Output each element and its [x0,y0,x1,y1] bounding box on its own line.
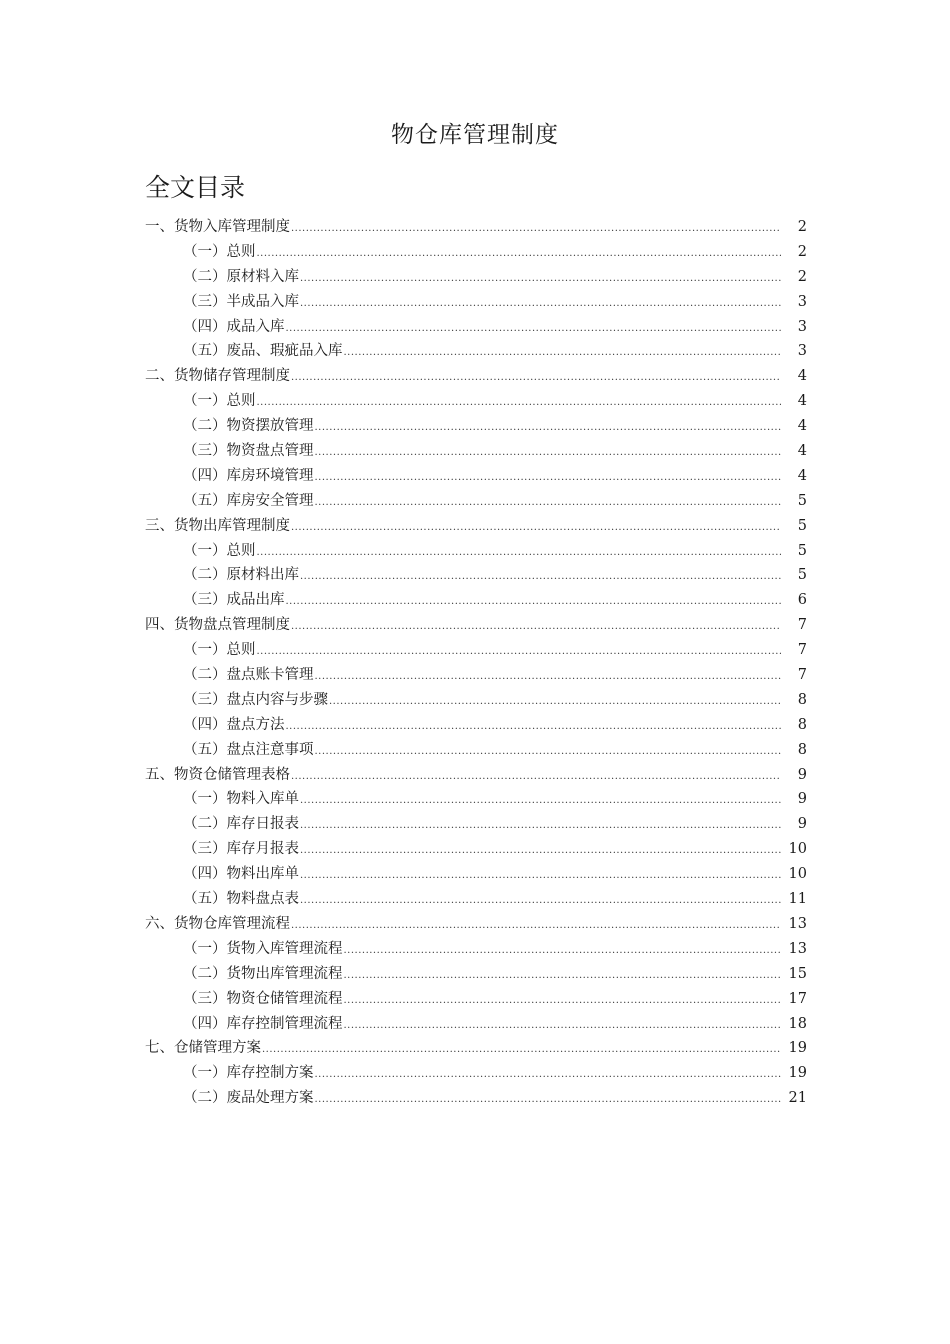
toc-subsection-entry[interactable] [145,862,807,887]
toc-subsection-entry[interactable] [145,837,807,862]
toc-subsection-entry[interactable] [145,464,807,489]
toc-dot-leader [315,1063,782,1088]
toc-entry-title: （一）总则 [183,642,256,659]
toc-subsection-entry[interactable] [145,240,807,265]
toc-dot-leader [291,914,781,939]
toc-subsection-entry[interactable] [145,265,807,290]
toc-entry-title: （一）总则 [183,243,256,260]
toc-entry-title: （四）库房环境管理 [183,467,314,484]
toc-dot-leader [286,317,782,342]
toc-entry-title: （二）物资摆放管理 [183,418,314,435]
toc-entry-title: （二）盘点账卡管理 [183,667,314,684]
toc-subsection-entry[interactable] [145,688,807,713]
toc-dot-leader [286,590,782,615]
toc-page-number: 13 [788,940,807,957]
toc-dot-leader [300,565,781,590]
toc-subsection-entry[interactable] [145,290,807,315]
toc-page-number: 21 [788,1090,807,1107]
toc-subsection-entry[interactable] [145,489,807,514]
toc-page-number: 9 [797,791,807,808]
toc-dot-leader [315,665,782,690]
toc-subsection-entry[interactable] [145,588,807,613]
toc-section-entry[interactable] [145,514,807,539]
toc-subsection-entry[interactable] [145,812,807,837]
toc-page-number: 13 [788,915,807,932]
toc-page-number: 9 [797,766,807,783]
toc-subsection-entry[interactable] [145,1086,807,1111]
toc-entry-title: 五、物资仓储管理表格 [145,766,290,783]
toc-page-number: 11 [788,891,807,908]
toc-entry-title: 一、货物入库管理制度 [145,219,290,235]
toc-page-number: 3 [797,318,807,335]
toc-dot-leader [300,814,781,839]
toc-page-number: 8 [797,691,807,708]
toc-dot-leader [257,242,782,267]
toc-dot-leader [315,441,782,466]
toc-page-number: 5 [797,492,807,509]
toc-dot-leader [315,740,782,765]
toc-page-number: 7 [797,667,807,684]
toc-page-number: 9 [797,816,807,833]
toc-page-number: 3 [797,293,807,310]
toc-subsection-entry[interactable] [145,539,807,564]
document-title: 物仓库管理制度 [391,122,559,148]
toc-subsection-entry[interactable] [145,937,807,962]
toc-dot-leader [262,1038,781,1063]
toc-dot-leader [257,391,782,416]
toc-heading: 全文目录 [145,173,246,202]
toc-entry-title: （三）物资盘点管理 [183,443,314,460]
toc-entry-title: 四、货物盘点管理制度 [145,617,290,634]
toc-entry-title: （二）废品处理方案 [183,1090,314,1107]
toc-section-entry[interactable] [145,763,807,788]
toc-dot-leader [291,516,781,541]
toc-entry-title: （四）成品入库 [183,318,285,335]
toc-dot-leader [315,1088,782,1113]
toc-subsection-entry[interactable] [145,389,807,414]
toc-entry-title: （一）总则 [183,393,256,410]
toc-entry-title: （五）物料盘点表 [183,891,299,908]
toc-subsection-entry[interactable] [145,339,807,364]
toc-page-number: 2 [797,219,807,235]
toc-dot-leader [291,765,781,790]
toc-subsection-entry[interactable] [145,1012,807,1037]
toc-page-number: 5 [797,517,807,534]
toc-subsection-entry[interactable] [145,638,807,663]
toc-subsection-entry[interactable] [145,713,807,738]
toc-dot-leader [286,715,782,740]
toc-dot-leader [291,366,781,391]
toc-dot-leader [257,640,782,665]
toc-entry-title: （四）盘点方法 [183,716,285,733]
table-of-contents [145,215,807,1111]
toc-section-entry[interactable] [145,215,807,240]
toc-page-number: 17 [788,990,807,1007]
toc-subsection-entry[interactable] [145,563,807,588]
toc-page-number: 8 [797,716,807,733]
toc-subsection-entry[interactable] [145,887,807,912]
toc-subsection-entry[interactable] [145,1061,807,1086]
toc-entry-title: （三）盘点内容与步骤 [183,691,328,708]
toc-entry-title: （一）库存控制方案 [183,1065,314,1082]
toc-entry-title: （二）原材料出库 [183,567,299,584]
toc-subsection-entry[interactable] [145,738,807,763]
toc-page-number: 2 [797,268,807,285]
toc-page-number: 15 [788,965,807,982]
toc-page-number: 4 [797,443,807,460]
toc-entry-title: （三）物资仓储管理流程 [183,990,343,1007]
toc-dot-leader [300,864,781,889]
toc-entry-title: （四）物料出库单 [183,866,299,883]
toc-entry-title: （三）成品出库 [183,592,285,609]
toc-subsection-entry[interactable] [145,439,807,464]
toc-dot-leader [300,267,781,292]
toc-entry-title: （二）原材料入库 [183,268,299,285]
toc-entry-title: 七、仓储管理方案 [145,1040,261,1057]
toc-dot-leader [291,615,781,640]
toc-dot-leader [344,1014,782,1039]
toc-dot-leader [315,491,782,516]
toc-dot-leader [300,889,781,914]
toc-page-number: 4 [797,393,807,410]
toc-page-number: 8 [797,741,807,758]
toc-subsection-entry[interactable] [145,787,807,812]
toc-subsection-entry[interactable] [145,315,807,340]
toc-page-number: 2 [797,243,807,260]
toc-dot-leader [344,989,782,1014]
toc-dot-leader [257,541,782,566]
toc-page-number: 4 [797,368,807,385]
toc-section-entry[interactable] [145,912,807,937]
toc-entry-title: （二）库存日报表 [183,816,299,833]
toc-page-number: 5 [797,542,807,559]
toc-dot-leader [344,341,782,366]
toc-entry-title: （五）库房安全管理 [183,492,314,509]
toc-page-number: 5 [797,567,807,584]
toc-section-entry[interactable] [145,364,807,389]
toc-entry-title: （三）库存月报表 [183,841,299,858]
toc-entry-title: （二）货物出库管理流程 [183,965,343,982]
toc-entry-title: （五）盘点注意事项 [183,741,314,758]
toc-dot-leader [344,964,782,989]
toc-section-entry[interactable] [145,613,807,638]
toc-entry-title: （一）总则 [183,542,256,559]
toc-dot-leader [300,789,781,814]
toc-dot-leader [315,466,782,491]
toc-dot-leader [300,839,781,864]
toc-page-number: 7 [797,642,807,659]
toc-entry-title: （四）库存控制管理流程 [183,1015,343,1032]
toc-subsection-entry[interactable] [145,962,807,987]
toc-page-number: 7 [797,617,807,634]
toc-dot-leader [315,416,782,441]
toc-subsection-entry[interactable] [145,987,807,1012]
toc-entry-title: 六、货物仓库管理流程 [145,915,290,932]
toc-dot-leader [291,217,781,242]
toc-page-number: 4 [797,467,807,484]
toc-page-number: 19 [788,1065,807,1082]
toc-section-entry[interactable] [145,1036,807,1061]
toc-page-number: 3 [797,343,807,360]
toc-page-number: 4 [797,418,807,435]
toc-dot-leader [300,292,781,317]
toc-entry-title: 三、货物出库管理制度 [145,517,290,534]
toc-dot-leader [344,939,782,964]
toc-page-number: 10 [788,841,807,858]
toc-entry-title: （一）货物入库管理流程 [183,940,343,957]
toc-entry-title: （三）半成品入库 [183,293,299,310]
toc-dot-leader [329,690,781,715]
toc-entry-title: （五）废品、瑕疵品入库 [183,343,343,360]
toc-page-number: 18 [788,1015,807,1032]
toc-subsection-entry[interactable] [145,663,807,688]
toc-entry-title: （一）物料入库单 [183,791,299,808]
toc-page-number: 19 [788,1040,807,1057]
toc-page-number: 6 [797,592,807,609]
toc-subsection-entry[interactable] [145,414,807,439]
toc-entry-title: 二、货物储存管理制度 [145,368,290,385]
toc-page-number: 10 [788,866,807,883]
